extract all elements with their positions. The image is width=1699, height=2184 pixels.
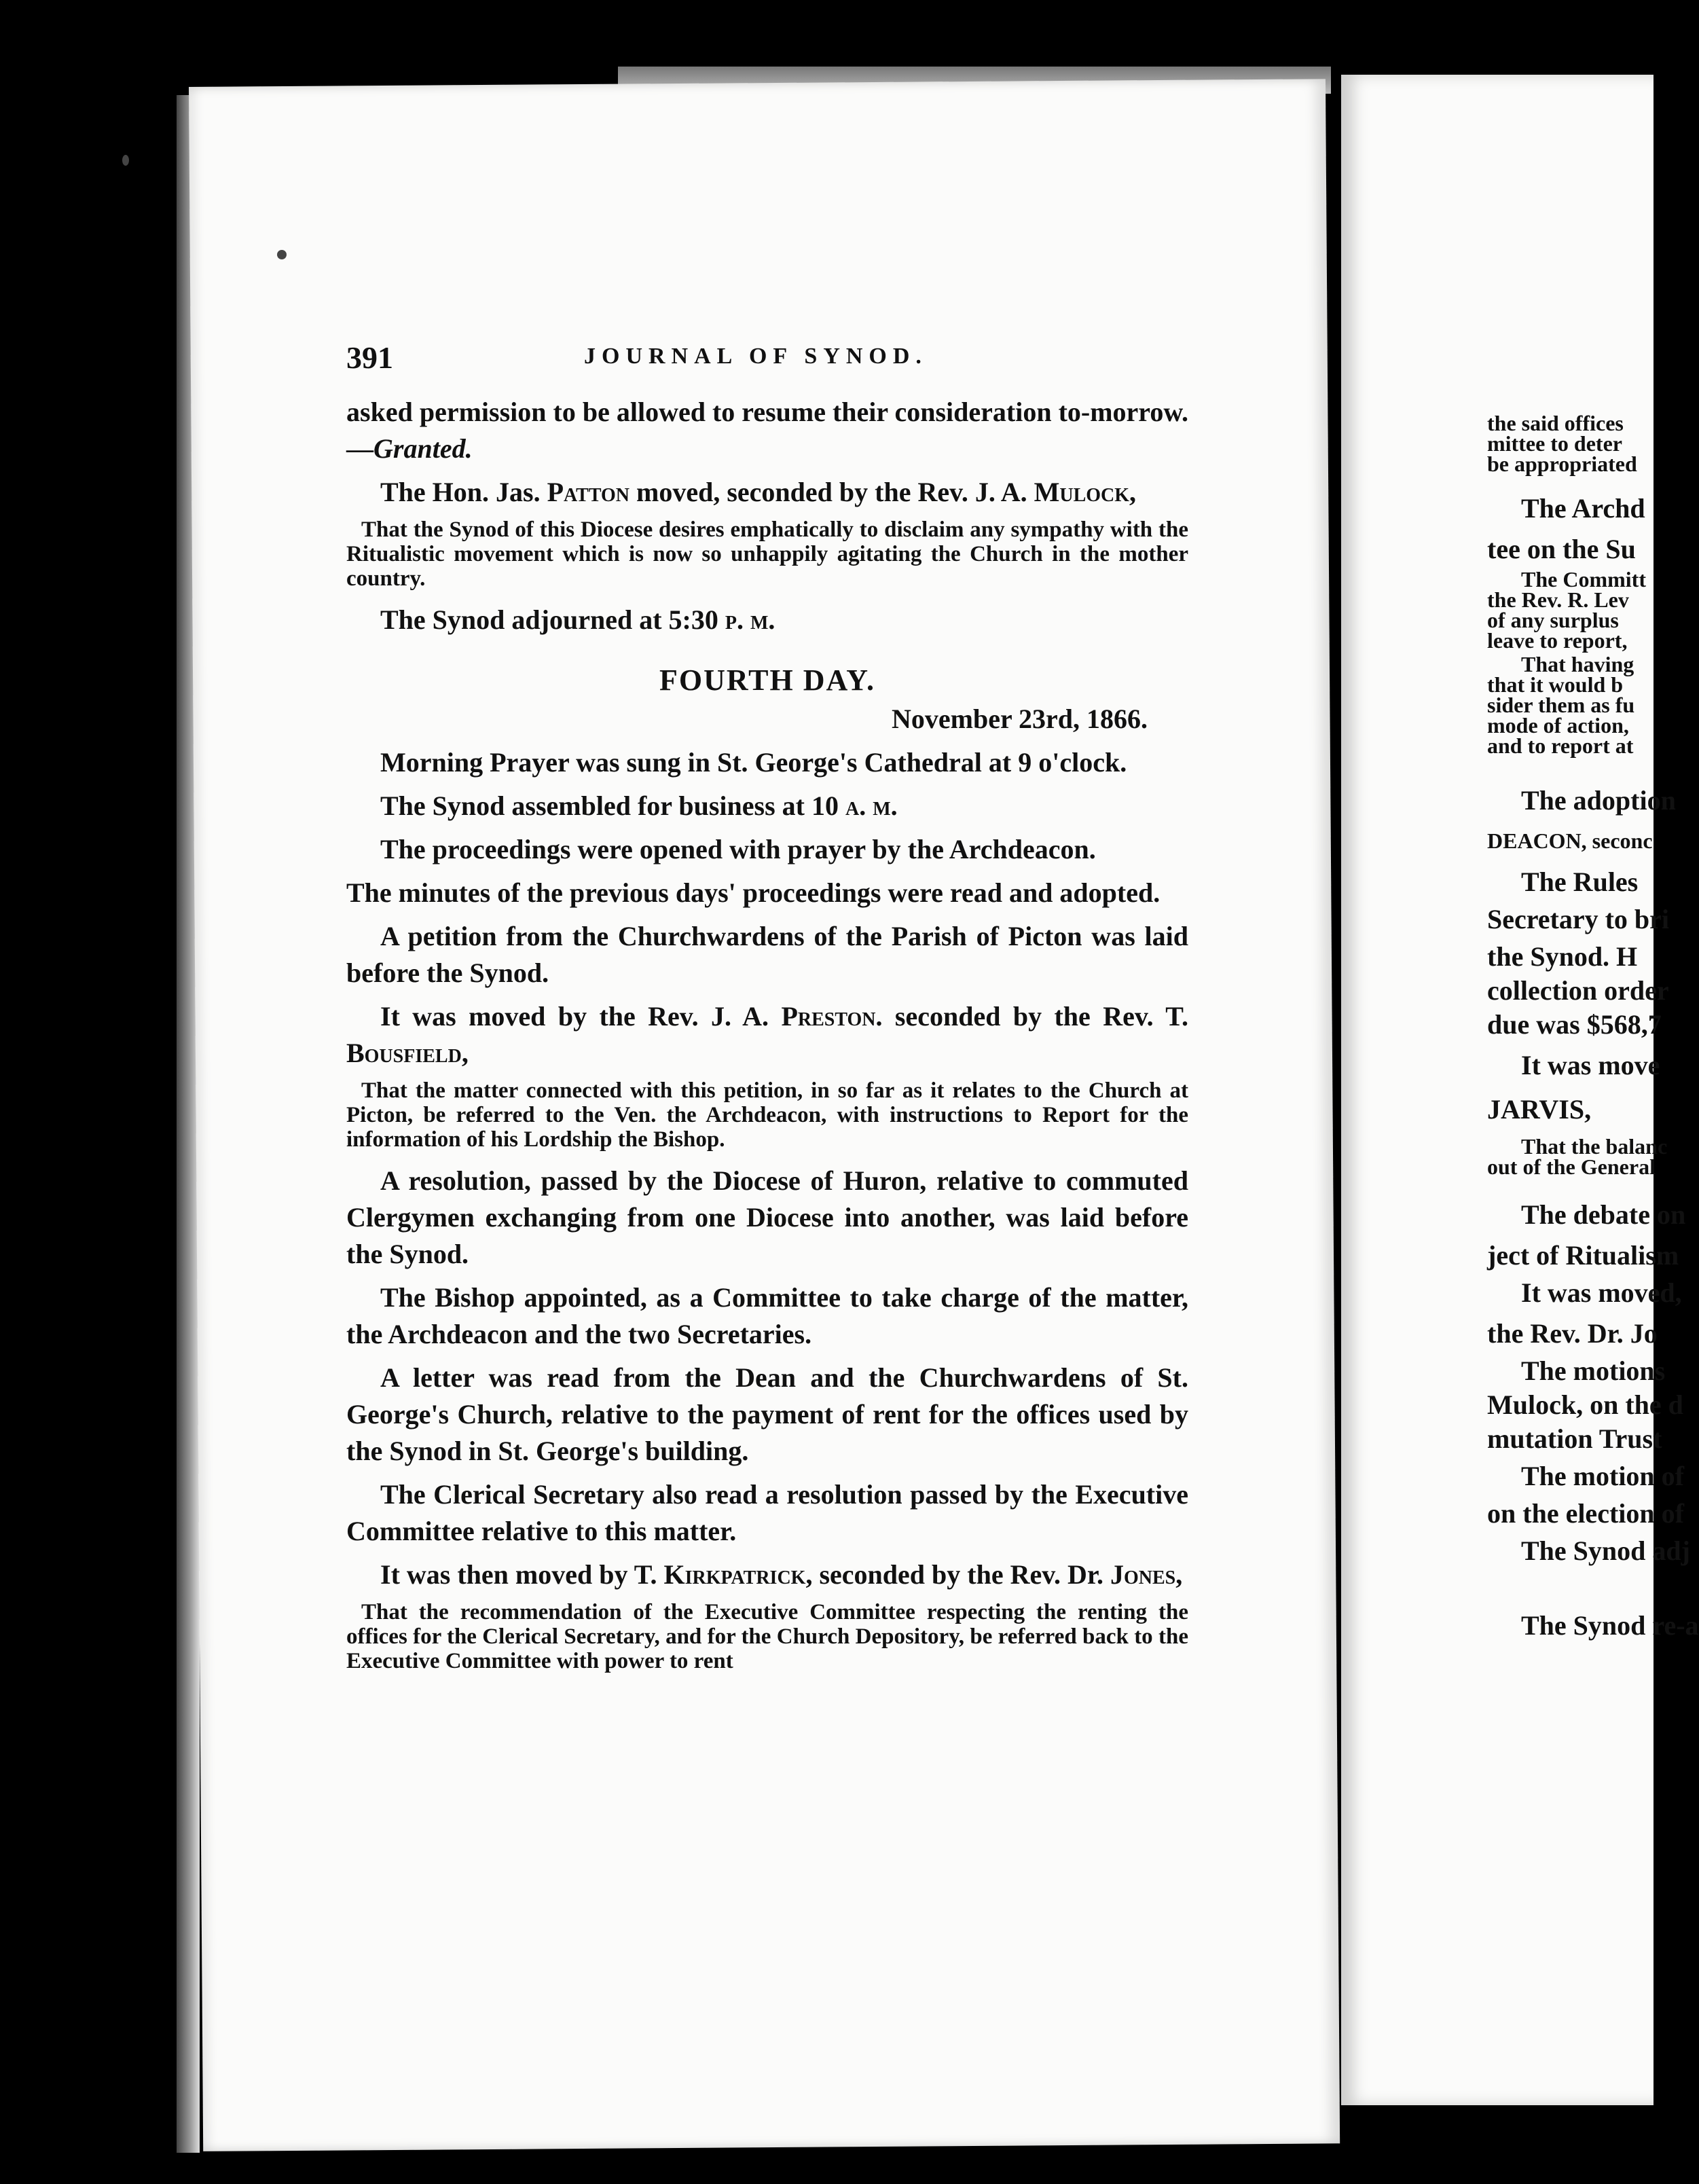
right-page-line: the Synod. H [1487, 941, 1638, 972]
right-page-line: sider them as fu [1487, 693, 1635, 717]
right-page-line: The motions [1521, 1355, 1666, 1386]
right-page-line: the Rev. R. Lev [1487, 587, 1629, 612]
right-page-line: The motion of [1521, 1461, 1684, 1491]
paragraph: The Synod adjourned at 5:30 p. m. [380, 604, 775, 635]
right-page-line: JARVIS, [1487, 1094, 1592, 1125]
right-page-line: on the election of [1487, 1498, 1684, 1529]
right-page-line: Mulock, on the d [1487, 1389, 1683, 1420]
right-page-line: DEACON, seconc [1487, 829, 1653, 853]
paragraph: A letter was read from the Dean and the Churchwardens of St. George's Church, relative to the payment of rent for the offices used by the Synod in St. George's building. [346, 1362, 1188, 1466]
section-heading: FOURTH DAY. [659, 663, 875, 697]
right-page-line: The debate on [1521, 1199, 1686, 1230]
paragraph: The proceedings were opened with prayer by the Archdeacon. [380, 834, 1096, 864]
right-page-line: The Synod re-a [1521, 1610, 1699, 1641]
paragraph: asked permission to be allowed to resume their consideration to-morrow.—Granted. [346, 397, 1188, 464]
right-page-line: Secretary to bri [1487, 904, 1670, 934]
paragraph: A petition from the Churchwardens of the Parish of Picton was laid before the Synod. [346, 921, 1188, 988]
resolution-text: That the recommendation of the Executive Committee respecting the renting the offices for the Clerical Secretary, and for the Church Depository, be referred back to the Executive Committee with power to rent [346, 1600, 1188, 1673]
right-page-line: It was moved, [1521, 1277, 1682, 1308]
right-page-line: The Archd [1521, 493, 1645, 524]
dateline: November 23rd, 1866. [892, 704, 1148, 734]
right-page-line: The adoption [1521, 785, 1676, 816]
right-page-line: leave to report, [1487, 628, 1628, 653]
paragraph: The Clerical Secretary also read a resolution passed by the Executive Committee relative to this matter. [346, 1479, 1188, 1546]
paragraph: Morning Prayer was sung in St. George's Cathedral at 9 o'clock. [380, 747, 1127, 778]
paragraph: The Synod assembled for business at 10 a. m. [380, 790, 898, 821]
left-page-body [346, 394, 1188, 1684]
right-page-line: That the balanc [1521, 1134, 1668, 1159]
right-page-line: of any surplus [1487, 608, 1619, 632]
right-page-line: the said offices [1487, 411, 1624, 435]
right-page-line: and to report at [1487, 733, 1634, 758]
right-page-line: out of the General [1487, 1154, 1656, 1179]
resolution-text: That the matter connected with this petition, in so far as it relates to the Church at Picton, be referred to the Ven. the Archdeacon, with instructions to Report for the information of his Lordship the Bishop. [346, 1078, 1188, 1152]
running-head: JOURNAL OF SYNOD. [584, 344, 928, 369]
right-page-line: mittee to deter [1487, 431, 1622, 456]
right-page-line: collection order [1487, 975, 1669, 1006]
right-page-line: That having [1521, 652, 1634, 676]
dust-speck [122, 155, 129, 166]
right-page-line: ject of Ritualism [1487, 1240, 1679, 1271]
paragraph: The Bishop appointed, as a Committee to take charge of the matter, the Archdeacon and the two Secretaries. [346, 1282, 1188, 1349]
right-page-line: mutation Trust [1487, 1423, 1662, 1454]
right-page-line: due was $568,7 [1487, 1009, 1662, 1040]
page-number: 391 [346, 340, 393, 375]
right-page-line: be appropriated [1487, 452, 1637, 476]
paragraph: The Hon. Jas. Patton moved, seconded by the Rev. J. A. Mulock, [380, 477, 1137, 507]
paragraph: It was moved by the Rev. J. A. Preston. seconded by the Rev. T. Bousfield, [346, 1001, 1188, 1068]
right-page-line: The Rules [1521, 867, 1639, 897]
right-page-line: mode of action, [1487, 713, 1629, 738]
dust-speck [277, 250, 287, 259]
right-page-line: It was move [1521, 1050, 1660, 1080]
right-page-line: that it would b [1487, 672, 1624, 697]
resolution-text: That the Synod of this Diocese desires emphatically to disclaim any sympathy with the Ritualistic movement which is now so unhappily agitating the Church in the mother country. [346, 517, 1188, 591]
paragraph: The minutes of the previous days' proceedings were read and adopted. [346, 877, 1161, 908]
right-page-line: The Committ [1521, 567, 1646, 592]
right-page-line: the Rev. Dr. Jo [1487, 1318, 1658, 1349]
right-page [1341, 75, 1654, 2105]
right-page-line: tee on the Su [1487, 534, 1636, 564]
paragraph: It was then moved by T. Kirkpatrick, seconded by the Rev. Dr. Jones, [380, 1559, 1183, 1590]
paragraph: A resolution, passed by the Diocese of Huron, relative to commuted Clergymen exchanging from one Diocese into another, was laid before the Synod. [346, 1165, 1188, 1269]
right-page-line: The Synod adj [1521, 1535, 1690, 1566]
